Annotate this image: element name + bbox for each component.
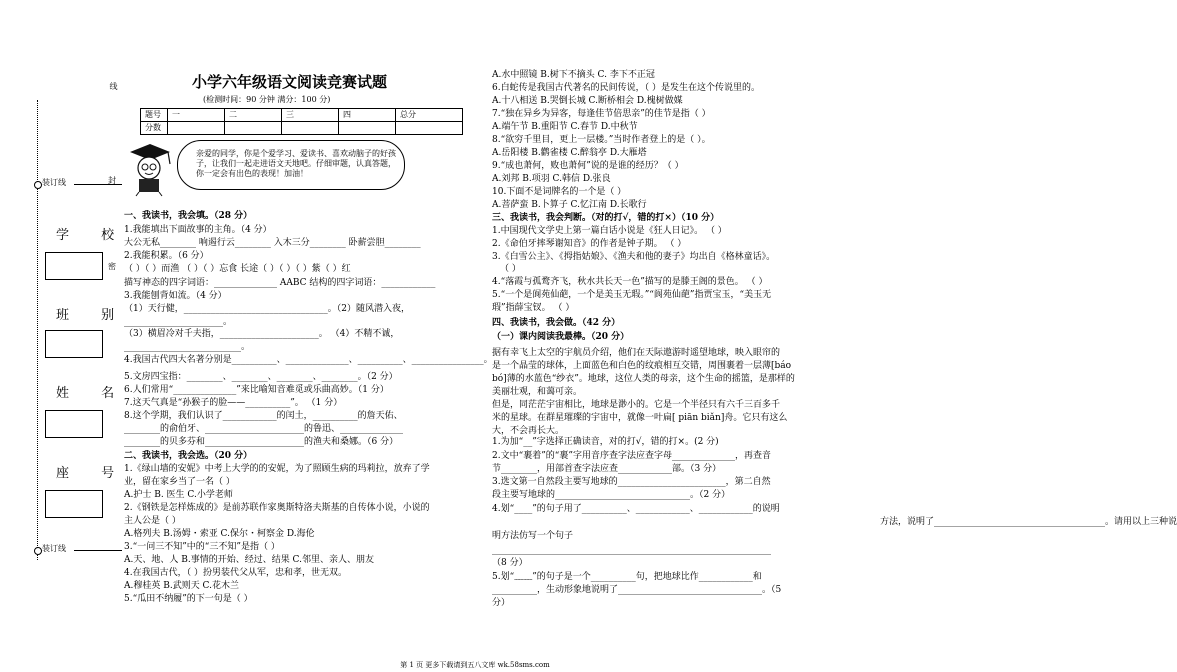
left-question-line: 3.我能刨背如流。（4 分） [124, 291, 227, 301]
right-question-line: （一）课内阅读我最棒。（20 分） [492, 332, 630, 342]
left-question-line: 3.“一问三不知”中的“三不知”是指（ ） [124, 542, 280, 552]
left-question-line: __________________________。 [124, 342, 251, 352]
right-question-line: __________，生动形象地说明了________________________________。（5 [492, 585, 782, 595]
right-question-line: A.十八相送 B.哭倒长城 C.断桥相会 D.槐树做媒 [492, 96, 683, 106]
left-question-line: 7.这天气真是“孙猴子的脸——__________”。 （1 分） [124, 398, 343, 408]
left-question-line: A.护士 B. 医生 C.小学老师 [124, 490, 233, 500]
right-question-line: 方法，说明了______________________________________。请用以上三种说 [880, 517, 1177, 527]
left-question-line: 2.我能积累。（6 分） [124, 251, 209, 261]
right-question-line: bó]薄的水蓝色“纱衣”。地球，这位人类的母亲，这个生命的摇篮，是那样的 [492, 374, 795, 384]
school-label: 学 校 [56, 228, 129, 243]
right-question-line: （ ） [500, 264, 521, 274]
right-question-line: 四、我读书，我会做。（42 分） [492, 318, 621, 328]
right-question-line: 米的星球。在群星璀璨的宇宙中，就像一叶扁[ piān biǎn]舟。它只有这么 [492, 413, 788, 423]
score-input[interactable] [396, 122, 463, 135]
right-question-line: 7.“独在异乡为异客，每逢佳节倍思亲”的佳节是指（ ） [492, 109, 711, 119]
right-question-line: 明方法仿写一个句子 [492, 531, 574, 541]
score-table [140, 108, 463, 135]
right-question-line: ______________________________________________________________ [492, 545, 771, 555]
right-question-line: 3.《白雪公主》、《拇指姑娘》、《渔夫和他的妻子》均出自《格林童话》。 [492, 252, 776, 262]
left-question-line: 6.人们常用“______________”来比喻知音难觅或乐曲高妙。（1 分） [124, 385, 389, 395]
left-question-line: 4.在我国古代，（ ）扮男装代父从军，忠和孝，世无双。 [124, 568, 347, 578]
score-input[interactable] [282, 122, 339, 135]
page-footer: 第 1 页 更多下载请到五八文库 wk.58sms.com [400, 661, 550, 669]
left-question-line: 1.我能填出下面故事的主角。（4 分） [124, 225, 272, 235]
score-cell: 总分 [396, 109, 463, 122]
right-question-line: A.岳阳楼 B.鹳雀楼 C.醉翁亭 D.大雁塔 [492, 148, 647, 158]
right-question-line: 5.“一个是阆苑仙葩，一个是美玉无瑕。”“阆苑仙葩”指贾宝玉，“美玉无 [492, 290, 772, 300]
right-question-line: 大，不会再长大。 [492, 426, 565, 436]
right-question-line: 美丽壮观，和蔼可亲。 [492, 387, 583, 397]
left-question-line: A.天、地、人 B.事情的开始、经过、结果 C.邻里、亲人、朋友 [124, 555, 374, 565]
right-question-line: 6.白蛇传是我国古代著名的民间传说，（ ）是发生在这个传说里的。 [492, 83, 760, 93]
bind-line-label-top: 装订线 [42, 178, 66, 187]
score-header-row [141, 109, 463, 122]
binding-feng: 封 [108, 176, 116, 185]
right-question-line: A.刘邦 B.项羽 C.韩信 D.张良 [492, 174, 611, 184]
right-question-line: 是一个晶莹的球体，上面蓝色和白色的纹痕相互交错，周围裹着一层薄[báo [492, 361, 792, 371]
score-cell: 二 [225, 109, 282, 122]
right-question-line: 4.“落霞与孤鹜齐飞，秋水共长天一色”描写的是滕王阁的景色。 （ ） [492, 277, 768, 287]
right-question-line: 1.中国现代文学史上第一篇白话小说是《狂人日记》。 （ ） [492, 226, 727, 236]
left-question-line: 4.我国古代四大名著分别是__________、______________、__________、________________。 [124, 355, 493, 365]
right-question-line: 2.文中“裹着”的“裹”字用音序查字法应查字母______________，再查音 [492, 451, 771, 461]
left-question-line: 5.“瓜田不纳履”的下一句是（ ） [124, 594, 253, 604]
score-cell: 分数 [141, 122, 168, 135]
bind-line-label-bottom: 装订线 [42, 544, 66, 553]
right-question-line: 段主要写地球的______________________________。（2 分） [492, 490, 731, 500]
right-question-line: 10.下面不是词牌名的一个是（ ） [492, 187, 627, 197]
right-question-line: A.水中照镜 B.树下不摘头 C. 李下不正冠 [492, 70, 655, 80]
left-question-line: 二、我读书，我会选。（20 分） [124, 451, 253, 461]
right-question-line: （8 分） [492, 558, 528, 568]
right-question-line: 三、我读书，我会判断。（对的打√，错的打×）（10 分） [492, 213, 720, 223]
score-value-row [141, 122, 463, 135]
left-question-line: 8.这个学期，我们认识了____________的闰土，__________的詹天佑、 [124, 411, 403, 421]
name-label: 姓 名 [56, 386, 129, 401]
left-question-line: A.穆桂英 B.武则天 C.花木兰 [124, 581, 239, 591]
left-question-line: 一、我读书，我会填。（28 分） [124, 211, 253, 221]
exam-meta: (检测时间：90 分钟 满分：100 分) [203, 95, 331, 104]
binding-ring [34, 181, 42, 189]
score-input[interactable] [339, 122, 396, 135]
left-question-line: A.格列夫 B.汤姆・索亚 C.保尔・柯察金 D.海伦 [124, 529, 315, 539]
score-cell: 三 [282, 109, 339, 122]
left-question-line: ________的贝多芬和______________________的渔夫和桑娜。（6 分） [124, 437, 399, 447]
right-question-line: A.菩萨蛮 B.卜算子 C.忆江南 D.长歌行 [492, 200, 647, 210]
left-question-line: 1.《绿山墙的安妮》中考上大学的的安妮，为了照顾生病的玛莉拉，放弃了学 [124, 464, 430, 474]
scholar-mascot-icon [124, 140, 174, 196]
left-question-line: （3）横眉冷对千夫指，______________________。 （4）不精不诚， [124, 329, 400, 339]
intro-line: 你一定会有出色的表现！加油！ [196, 169, 308, 178]
right-question-line: 1.为加“__”字选择正确读音，对的打√，错的打×。(2 分) [492, 437, 719, 447]
bind-line-bottom [74, 550, 122, 551]
class-field[interactable] [45, 330, 103, 358]
left-question-line: 5.文房四宝指：________、________、________、________。（2 分） [124, 372, 398, 382]
left-question-line: （1）天行健，________________________________。（2）随风潜入夜， [124, 304, 410, 314]
right-question-line: 3.选文第一自然段主要写地球的________________________，第二自然 [492, 477, 771, 487]
right-question-line: A.端午节 B.重阳节 C.春节 D.中秋节 [492, 122, 638, 132]
school-field[interactable] [45, 252, 103, 280]
binding-mark-top: 线 [109, 82, 118, 90]
right-question-line: 5.划“﹏﹏”的句子是一个__________句，把地球比作____________和 [492, 572, 762, 582]
seat-field[interactable] [45, 490, 103, 518]
left-question-line: （ ）（ ）而渔 （ ）（ ）忘食 长途（ ）（ ）（ ）紫（ ）红 [124, 264, 351, 274]
score-cell: 题号 [141, 109, 168, 122]
left-question-line: 主人公是（ ） [124, 516, 181, 526]
intro-line: 子，让我们一起走进语文天地吧。仔细审题，认真答题， [196, 159, 396, 168]
right-question-line: 但是，同茫茫宇宙相比，地球是渺小的。它是一个半径只有六千三百多千 [492, 400, 781, 410]
right-question-line: 瑕”指薛宝钗。 （ ） [492, 303, 575, 313]
left-question-line: 大公无私________ 响遏行云________ 入木三分________ 卧薪尝胆________ [124, 238, 421, 248]
binding-mi: 密 [108, 262, 116, 271]
left-question-line: ______________________。 [124, 317, 233, 327]
score-cell: 一 [168, 109, 225, 122]
score-input[interactable] [225, 122, 282, 135]
name-field[interactable] [45, 410, 103, 438]
binding-ring-bottom [34, 547, 42, 555]
left-question-line: 业，留在家乡当了一名（ ） [124, 477, 235, 487]
left-question-line: ________的俞伯牙、______________________的鲁迅、______________ [124, 424, 404, 434]
right-question-line: 2.《命伯牙摔琴谢知音》的作者是钟子期。 （ ） [492, 239, 687, 249]
right-question-line: 分） [492, 598, 511, 608]
right-question-line: 4.划“____”的句子用了__________、____________、____________的说明 [492, 504, 780, 514]
class-label: 班 别 [56, 308, 129, 323]
left-question-line: 2.《钢铁是怎样炼成的》是前苏联作家奥斯特洛夫斯基的自传体小说，小说的 [124, 503, 430, 513]
binding-dotted-line [37, 100, 40, 560]
intro-line: 亲爱的同学，你是个爱学习、爱读书、喜欢动脑子的好孩 [196, 149, 396, 158]
page-title: 小学六年级语文阅读竞赛试题 [192, 73, 388, 91]
score-input[interactable] [168, 122, 225, 135]
right-question-line: 8.“欲穷千里目，更上一层楼。”当时作者登上的是（ ）。 [492, 135, 711, 145]
seat-label: 座 号 [56, 466, 129, 481]
left-question-line: 描写神态的四字词语：______________ AABC 结构的四字词语：____________ [124, 278, 436, 288]
right-question-line: 节________，用部首查字法应查____________部。（3 分） [492, 464, 722, 474]
score-cell: 四 [339, 109, 396, 122]
right-question-line: 9.“成也萧何，败也萧何”说的是谁的经历？（ ） [492, 161, 684, 171]
right-question-line: 据有幸飞上太空的宇航员介绍，他们在天际遨游时遥望地球，映入眼帘的 [492, 348, 781, 358]
